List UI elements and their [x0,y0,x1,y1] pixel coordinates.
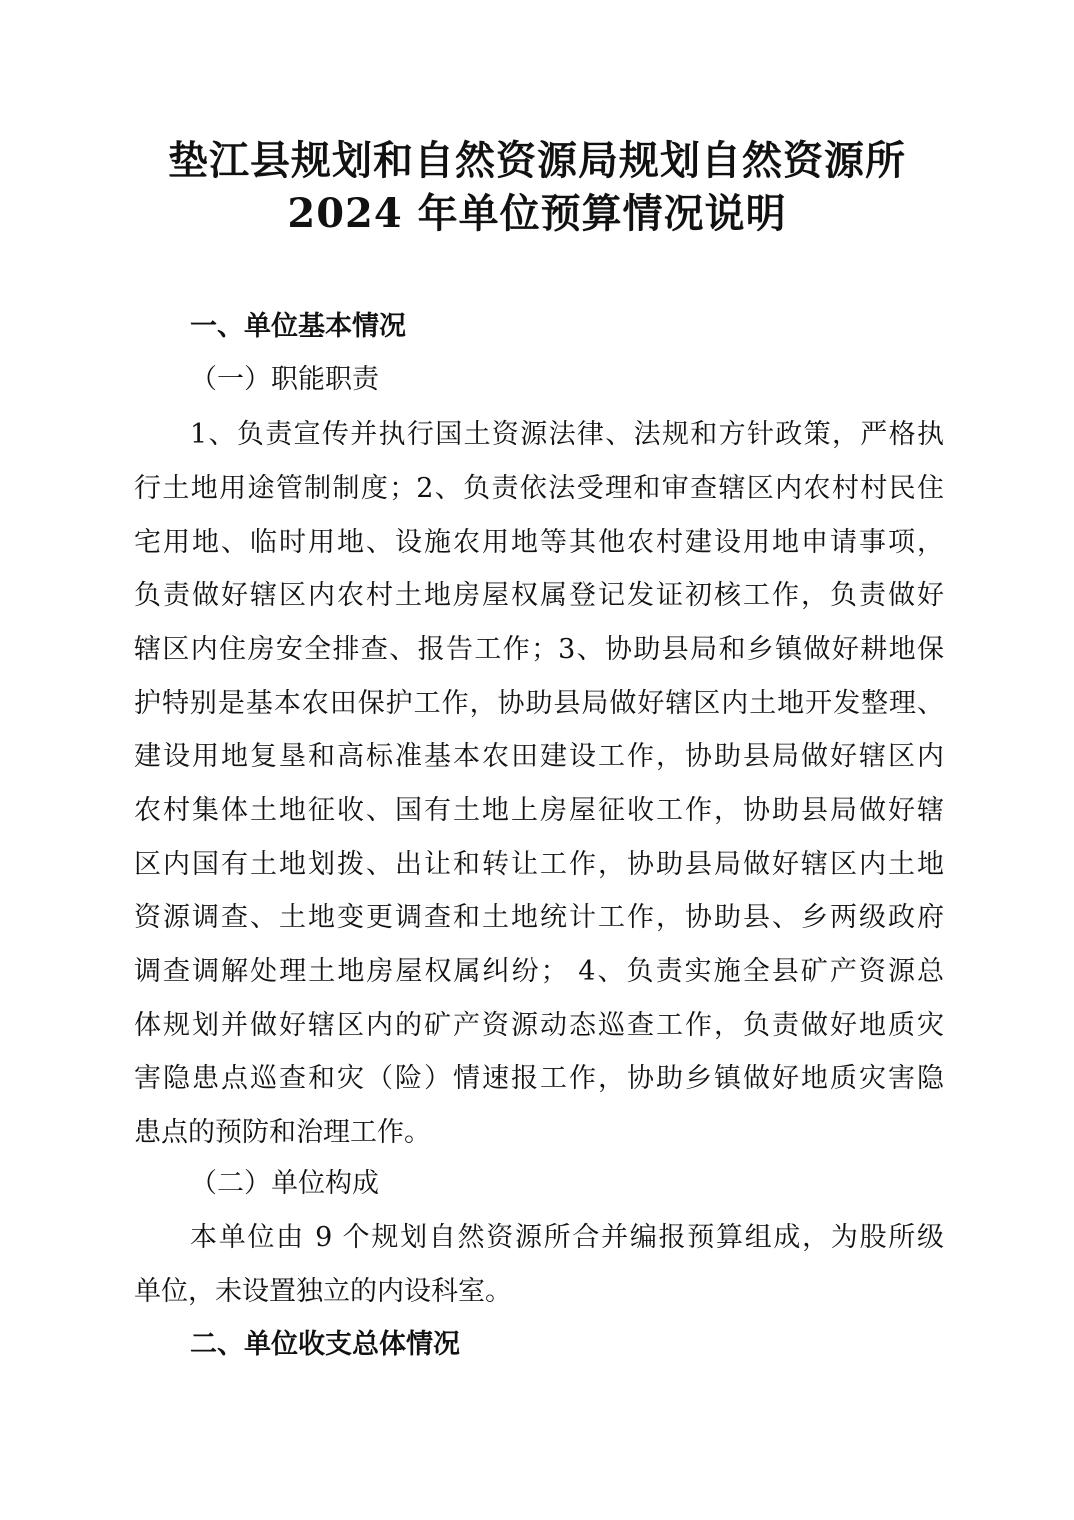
subsection-2-heading: （二）单位构成 [190,1168,379,1199]
paragraph-line: 负责做好辖区内农村土地房屋权属登记发证初核工作，负责做好 [134,580,944,611]
paragraph-line: 区内国有土地划拨、出让和转让工作，协助县局做好辖区内土地 [134,849,944,880]
paragraph-line: 1、负责宣传并执行国土资源法律、法规和方针政策，严格执 [190,419,944,450]
document-title-line-2: 2024 年单位预算情况说明 [287,190,787,237]
paragraph-line: 宅用地、临时用地、设施农用地等其他农村建设用地申请事项， [134,527,944,558]
section-1-heading: 一、单位基本情况 [190,311,406,342]
paragraph-line: 害隐患点巡查和灾（险）情速报工作，协助乡镇做好地质灾害隐 [134,1063,944,1094]
paragraph-line: 资源调查、土地变更调查和土地统计工作，协助县、乡两级政府 [134,902,944,933]
paragraph-line: 农村集体土地征收、国有土地上房屋征收工作，协助县局做好辖 [134,795,944,826]
document-title-line-1: 垫江县规划和自然资源局规划自然资源所 [168,137,906,184]
paragraph-line: 体规划并做好辖区内的矿产资源动态巡查工作，负责做好地质灾 [134,1010,944,1041]
subsection-1-heading: （一）职能职责 [190,364,379,395]
paragraph-line: 本单位由 9 个规划自然资源所合并编报预算组成，为股所级 [190,1222,944,1253]
paragraph-line: 建设用地复垦和高标准基本农田建设工作，协助县局做好辖区内 [134,741,944,772]
paragraph-line: 护特别是基本农田保护工作，协助县局做好辖区内土地开发整理、 [134,688,944,719]
paragraph-line: 调查调解处理土地房屋权属纠纷； 4、负责实施全县矿产资源总 [134,956,944,987]
paragraph-line: 患点的预防和治理工作。 [134,1117,431,1148]
paragraph-line: 单位，未设置独立的内设科室。 [134,1276,512,1307]
section-2-heading: 二、单位收支总体情况 [190,1329,460,1360]
paragraph-line: 行土地用途管制制度；2、负责依法受理和审查辖区内农村村民住 [134,473,944,504]
paragraph-line: 辖区内住房安全排查、报告工作；3、协助县局和乡镇做好耕地保 [134,634,944,665]
